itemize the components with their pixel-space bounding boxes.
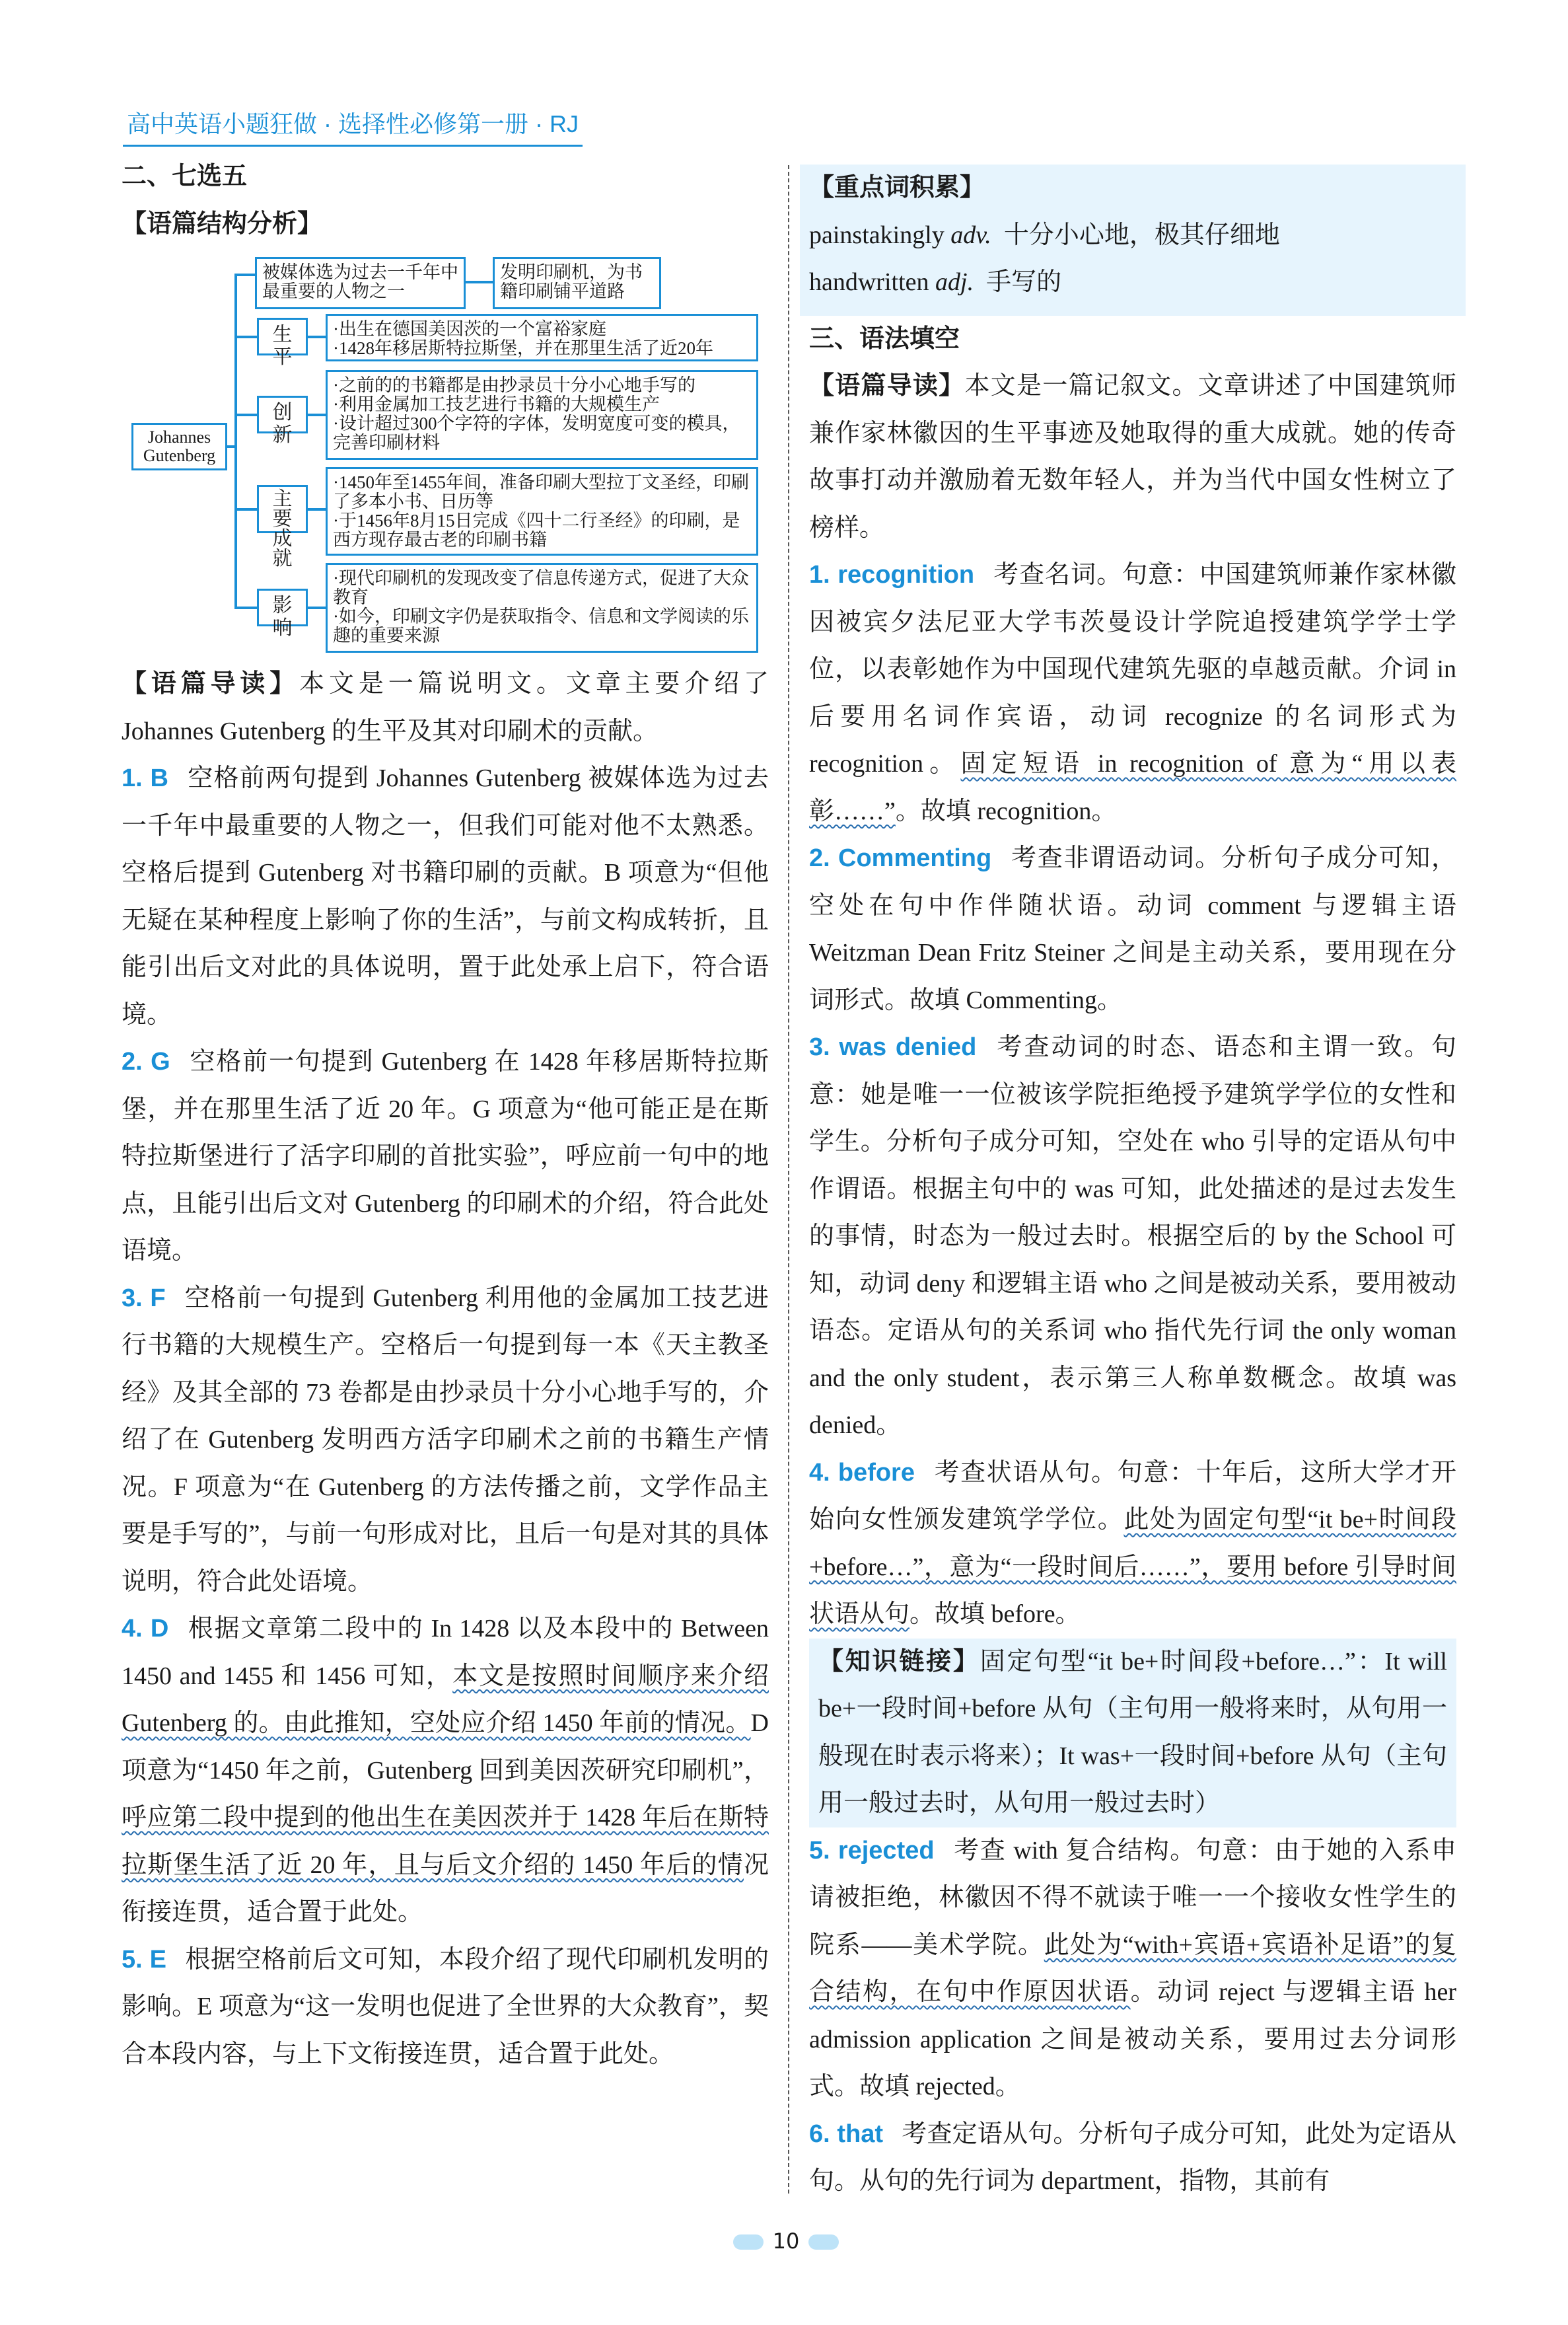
answer-explanation <box>809 835 1456 1024</box>
body-text: 。故填 before。 <box>909 1600 1081 1628</box>
mindmap-label-achievements: 主要成就 <box>257 485 308 533</box>
vocab-label: 【重点词积累】 <box>809 174 985 202</box>
mindmap-point: ·设计超过300个字符的字体，发明宽度可变的模具，完善印刷材料 <box>333 414 740 453</box>
body-text: 考查动词的时态、语态和主谓一致。句意：她是唯一一位被该学院拒绝授予建筑学学位的女性和学生。分析句子成分可知，空处在 who 引导的定语从句中作谓语。根据主句中的 was 可知，此处描述的是过去发生的事情，时态为一般过去时。根据空后的 by the School 可知，动词 deny 和逻辑主语 who 之间是被动关系，要用被动语态。定语从句的关系词 who 指代先行词 the only woman and the only student，表示第三人称单数概念。故填 was denied。 <box>809 1033 1456 1439</box>
answer-explanation <box>809 2111 1456 2205</box>
answer-explanation <box>809 1827 1456 2111</box>
paragraph-label: 【知识链接】 <box>818 1647 980 1676</box>
vocab-meaning: 手写的 <box>986 268 1062 296</box>
mindmap-label-innovation: 创新 <box>257 396 308 433</box>
mindmap-connector <box>306 508 326 511</box>
answer-key: 6. that <box>809 2120 884 2148</box>
body-text: 考查非谓语动词。分析句子成分可知，空处在句中作伴随状语。动词 comment 与逻辑主语 Weitzman Dean Fritz Steiner 之间是主动关系，要用现在分词形式。故填 Commenting。 <box>809 844 1456 1014</box>
answer-key: 1. B <box>122 764 168 792</box>
answer-key: 5. E <box>122 1945 167 1974</box>
mindmap-connector <box>234 336 257 338</box>
mindmap-root: Johannes Gutenberg <box>131 423 227 470</box>
paragraph <box>809 1639 1456 1827</box>
mindmap-content-innovation <box>326 370 758 460</box>
mindmap-connector <box>234 274 256 276</box>
mindmap-trunk-line <box>234 274 237 608</box>
page-number-footer <box>733 2228 839 2254</box>
vocab-word: painstakingly <box>809 221 944 249</box>
body-text: 。动词 reject 与逻辑主语 her admission application 之间是被动关系，要用过去分词形式。故填 rejected。 <box>809 1978 1456 2100</box>
vocab-item <box>809 212 1456 260</box>
mindmap-label-life: 生平 <box>257 318 308 355</box>
answer-key: 4. before <box>809 1458 915 1487</box>
mindmap-root-connector <box>226 445 236 448</box>
mindmap-point: ·如今，印刷文字仍是获取指令、信息和文学阅读的乐趣的重要来源 <box>333 607 749 646</box>
answer-key: 2. G <box>122 1048 170 1076</box>
mindmap-content-life <box>326 314 758 361</box>
mindmap-point: ·于1456年8月15日完成《四十二行圣经》的印刷，是西方现存最古老的印刷书籍 <box>333 511 740 550</box>
vocab-item <box>809 259 1456 307</box>
body-text: 根据文章第二段中的 In 1428 以及本段中的 Between 1450 and 1455 和 1456 可知， <box>122 1615 769 1690</box>
mindmap-connector <box>306 336 326 338</box>
mindmap-point: ·1428年移居斯特拉斯堡，并在那里生活了近20年 <box>333 338 713 358</box>
mindmap-connector <box>464 281 493 283</box>
body-text: 况衔接连贯，适合置于此处。 <box>122 1851 769 1926</box>
structure-label: 【语篇结构分析】 <box>122 209 323 238</box>
paragraph-label: 【语篇导读】 <box>809 372 965 400</box>
mindmap-content-achievements <box>326 467 758 556</box>
answer-explanation <box>122 1275 769 1606</box>
body-text: 空格前一句提到 Gutenberg 在 1428 年移居斯特拉斯堡，并在那里生活了近 20 年。G 项意为“他可能正是在斯特拉斯堡进行了活字印刷的首批实验”，呼应前一句中的地点，且能引出后文对 Gutenberg 的印刷术的介绍，符合此处语境。 <box>122 1048 769 1265</box>
answer-explanation <box>122 755 769 1039</box>
body-text: D 项意为“1450 年之前，Gutenberg 回到美因茨研究印刷机”， <box>122 1709 769 1785</box>
emphasized-text: 本文是按照时间顺序来介绍 Gutenberg 的。由此推知，空处应介绍 1450 年前的情况。 <box>122 1662 769 1737</box>
mindmap-point: ·之前的的书籍都是由抄录员十分小心地手写的 <box>333 375 695 395</box>
emphasized-text: 此处为“with+宾语+宾语补足语”的复合结构，在句中作原因状语 <box>809 1931 1456 2006</box>
body-text: 根据空格前后文可知，本段介绍了现代印刷机发明的影响。E 项意为“这一发明也促进了全世界的大众教育”，契合本段内容，与上下文衔接连贯，适合置于此处。 <box>122 1945 769 2068</box>
body-text: 考查名词。句意：中国建筑师兼作家林徽因被宾夕法尼亚大学韦茨曼设计学院追授建筑学学士学位，以表彰她作为中国现代建筑先驱的卓越贡献。介词 in 后要用名词作宾语，动词 recognize 的名词形式为 recognition。 <box>809 561 1456 778</box>
mindmap-content-influence <box>326 563 758 653</box>
paragraph <box>122 661 769 755</box>
vocab-pos: adv. <box>950 221 991 249</box>
mindmap-point: ·利用金属加工技艺进行书籍的大规模生产 <box>333 394 660 414</box>
mindmap-connector <box>234 607 257 609</box>
section-title-grammar: 三、语法填空 <box>809 324 960 353</box>
right-column-body <box>809 363 1456 2205</box>
body-text: 空格前两句提到 Johannes Gutenberg 被媒体选为过去一千年中最重要的人物之一，但我们可能对他不太熟悉。空格后提到 Gutenberg 对书籍印刷的贡献。B 项意为“但他无疑在某种程度上影响了你的生活”，与前文构成转折，且能引出后文对此的具体说明，置于此处承上启下，符合语境。 <box>122 764 769 1029</box>
vocab-box <box>800 165 1466 316</box>
answer-key: 3. F <box>122 1284 166 1312</box>
answer-key: 4. D <box>122 1615 169 1642</box>
left-column-body <box>122 661 769 2078</box>
answer-key: 5. rejected <box>809 1836 935 1864</box>
emphasized-text: 呼应第二段中提到的他出生在美因茨并于 1428 年后在斯特拉斯堡生活了近 20 年，且与后文介绍的 1450 年后的情 <box>122 1804 769 1879</box>
body-text: 考查定语从句。分析句子成分可知，此处为定语从句。从句的先行词为 department，指物，其前有 <box>809 2120 1456 2195</box>
emphasized-text: 此处为固定句型“it be+时间段+before…”，意为“一段时间后……”，要用 before 引导时间状语从句 <box>809 1506 1456 1628</box>
mindmap-point: ·1450年至1455年间，准备印刷大型拉丁文圣经，印刷了多本小书、日历等 <box>333 472 749 511</box>
body-text: 考查状语从句。句意：十年后，这所大学才开始向女性颁发建筑学学位。 <box>809 1458 1456 1533</box>
answer-key: 2. Commenting <box>809 844 992 872</box>
answer-explanation <box>809 552 1456 835</box>
body-text: 固定句型“it be+时间段+before…”：It will be+一段时间+before 从句（主句用一般将来时，从句用一般现在时表示将来）；It was+一段时间+before 从句（主句用一般过去时，从句用一般过去时） <box>818 1647 1447 1817</box>
section-title-cloze: 二、七选五 <box>122 163 248 190</box>
vocab-word: handwritten <box>809 268 929 296</box>
mindmap-point: ·出生在德国美因茨的一个富裕家庭 <box>333 319 606 339</box>
running-header: 高中英语小题狂做 · 选择性必修第一册 · RJ <box>123 106 583 147</box>
body-text: 考查 with 复合结构。句意：由于她的入系申请被拒绝，林徽因不得不就读于唯一一个接收女性学生的院系——美术学院。 <box>809 1836 1457 1959</box>
answer-explanation <box>122 1605 769 1937</box>
answer-explanation <box>809 1024 1456 1450</box>
mindmap-connector <box>234 414 257 416</box>
mindmap-connector <box>306 607 326 609</box>
mindmap-point: ·现代印刷机的发现改变了信息传递方式，促进了大众教育 <box>333 568 749 607</box>
vocab-pos: adj. <box>935 268 974 296</box>
answer-key: 3. was denied <box>809 1033 977 1061</box>
answer-key: 1. recognition <box>809 561 975 589</box>
mindmap-connector <box>234 508 257 511</box>
emphasized-text: 固定短语 in recognition of 意为“用以表彰……” <box>809 750 1457 825</box>
body-text: 本文是一篇记叙文。文章讲述了中国建筑师兼作家林徽因的生平事迹及她取得的重大成就。她的传奇故事打动并激励着无数年轻人，并为当代中国女性树立了榜样。 <box>809 372 1456 542</box>
page-number: 10 <box>772 2229 800 2254</box>
body-text: 。故填 recognition。 <box>895 797 1117 825</box>
answer-explanation <box>809 1450 1456 1639</box>
paragraph-label: 【语篇导读】 <box>122 670 300 698</box>
vocab-meaning: 十分小心地，极其仔细地 <box>1003 221 1280 249</box>
mindmap-label-influence: 影响 <box>257 589 308 626</box>
page-pill-right <box>808 2234 839 2250</box>
body-text: 空格前一句提到 Gutenberg 利用他的金属加工技艺进行书籍的大规模生产。空格后一句提到每一本《天主教圣经》及其全部的 73 卷都是由抄录员十分小心地手写的，介绍了在 Gutenberg 发明西方活字印刷术之前的书籍生产情况。F 项意为“在 Gutenberg 的方法传播之前，文学作品主要是手写的”，与前一句形成对比，且后一句是对其的具体说明，符合此处语境。 <box>122 1284 769 1596</box>
answer-explanation <box>122 1039 769 1275</box>
mindmap-connector <box>306 414 326 416</box>
mindmap-top-box-2: 发明印刷机，为书籍印刷铺平道路 <box>493 257 661 309</box>
answer-explanation <box>122 1937 769 2079</box>
body-text: 本文是一篇说明文。文章主要介绍了 Johannes Gutenberg 的生平及其对印刷术的贡献。 <box>122 670 769 745</box>
mindmap-top-box: 被媒体选为过去一千年中最重要的人物之一 <box>255 257 466 309</box>
right-column <box>809 165 1456 2205</box>
paragraph <box>809 363 1456 552</box>
